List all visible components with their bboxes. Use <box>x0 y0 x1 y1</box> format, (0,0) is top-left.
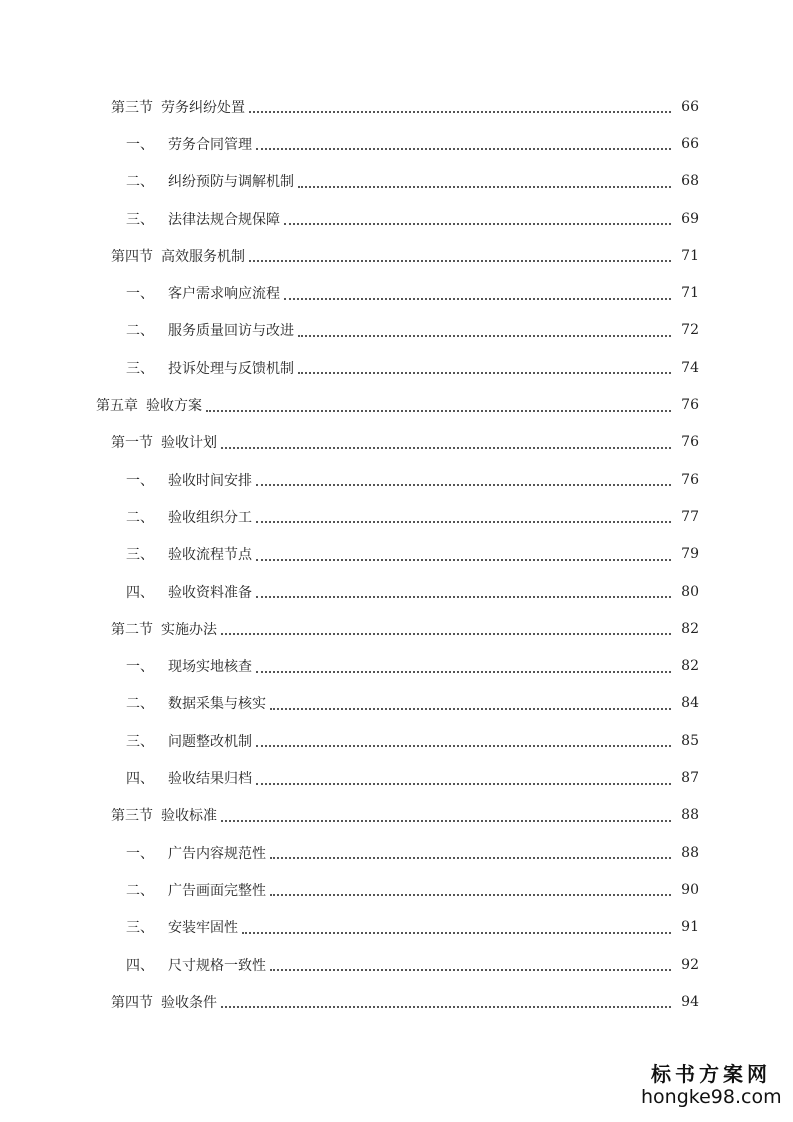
toc-entry-page-number: 76 <box>681 471 699 488</box>
toc-entry-title: 验收计划 <box>161 435 217 452</box>
toc-entry-page-number: 69 <box>681 210 699 227</box>
toc-entry-number: 四、 <box>126 957 154 974</box>
toc-entry-label <box>126 768 252 788</box>
toc-entry-title: 验收组织分工 <box>168 509 252 526</box>
toc-entry-label <box>126 544 252 564</box>
toc-entry[interactable] <box>0 759 793 796</box>
toc-entry[interactable] <box>0 648 793 685</box>
toc-entry-page-number: 66 <box>681 98 699 115</box>
toc-entry[interactable] <box>0 88 793 125</box>
toc-entry-number: 三、 <box>126 360 154 377</box>
dot-leader <box>256 744 671 747</box>
dot-leader <box>242 931 671 934</box>
toc-entry-number: 二、 <box>126 509 154 526</box>
toc-entry[interactable] <box>0 983 793 1020</box>
toc-entry-number: 一、 <box>126 472 154 489</box>
toc-entry[interactable] <box>0 722 793 759</box>
toc-entry-title: 实施办法 <box>161 621 217 638</box>
toc-entry-title: 劳务纠纷处置 <box>161 99 245 116</box>
site-logo <box>641 1062 781 1108</box>
dot-leader <box>256 558 671 561</box>
toc-entry-title: 劳务合同管理 <box>168 136 252 153</box>
dot-leader <box>270 707 671 710</box>
dot-leader <box>221 446 671 449</box>
toc-entry-label <box>111 246 245 266</box>
toc-entry-number: 第五章 <box>96 398 138 415</box>
toc-entry-label <box>111 97 245 117</box>
toc-entry-number: 四、 <box>126 584 154 601</box>
toc-entry-label <box>126 470 252 490</box>
toc-entry-label <box>126 283 280 303</box>
toc-entry-page-number: 91 <box>681 919 699 936</box>
toc-entry-page-number: 72 <box>681 322 699 339</box>
toc-entry-number: 二、 <box>126 174 154 191</box>
toc-entry-page-number: 79 <box>681 546 699 563</box>
toc-entry-page-number: 77 <box>681 508 699 525</box>
dot-leader <box>221 1005 671 1008</box>
toc-entry-title: 投诉处理与反馈机制 <box>168 360 294 377</box>
dot-leader <box>221 632 671 635</box>
toc-entry-title: 数据采集与核实 <box>168 696 266 713</box>
toc-entry[interactable] <box>0 536 793 573</box>
toc-entry-title: 客户需求响应流程 <box>168 286 280 303</box>
toc-entry-title: 尺寸规格一致性 <box>168 957 266 974</box>
toc-entry-number: 一、 <box>126 845 154 862</box>
dot-leader <box>256 670 671 673</box>
toc-entry[interactable] <box>0 797 793 834</box>
toc-entry-label <box>126 731 252 751</box>
toc-entry-page-number: 68 <box>681 173 699 190</box>
dot-leader <box>270 893 671 896</box>
logo-chinese-text: 标书方案网 <box>651 1062 771 1086</box>
dot-leader <box>284 222 671 225</box>
toc-entry-page-number: 71 <box>681 247 699 264</box>
toc-entry-page-number: 85 <box>681 732 699 749</box>
dot-leader <box>206 409 671 412</box>
dot-leader <box>256 782 671 785</box>
toc-entry-label <box>126 320 294 340</box>
toc-entry-number: 三、 <box>126 733 154 750</box>
logo-domain-text: hongke98.com <box>641 1086 782 1108</box>
toc-entry-page-number: 71 <box>681 285 699 302</box>
toc-entry-title: 法律法规合规保障 <box>168 211 280 228</box>
dot-leader <box>249 259 671 262</box>
toc-entry-title: 验收方案 <box>146 398 202 415</box>
toc-entry-label <box>111 432 217 452</box>
dot-leader <box>221 819 671 822</box>
toc-entry-label <box>126 582 252 602</box>
toc-entry[interactable] <box>0 909 793 946</box>
toc-entry-label <box>126 171 294 191</box>
toc-entry-title: 验收流程节点 <box>168 547 252 564</box>
toc-entry-number: 四、 <box>126 771 154 788</box>
toc-entry-label <box>126 917 238 937</box>
toc-entry-page-number: 94 <box>681 993 699 1010</box>
toc-entry-title: 现场实地核查 <box>168 659 252 676</box>
dot-leader <box>284 297 671 300</box>
dot-leader <box>256 595 671 598</box>
toc-entry-title: 高效服务机制 <box>161 248 245 265</box>
toc-entry-page-number: 76 <box>681 434 699 451</box>
toc-entry[interactable] <box>0 275 793 312</box>
toc-entry[interactable] <box>0 312 793 349</box>
toc-entry-number: 三、 <box>126 211 154 228</box>
toc-entry[interactable] <box>0 386 793 423</box>
toc-entry-title: 纠纷预防与调解机制 <box>168 174 294 191</box>
toc-entry-label <box>126 656 252 676</box>
toc-entry[interactable] <box>0 946 793 983</box>
toc-entry-label <box>111 805 217 825</box>
toc-entry-page-number: 90 <box>681 881 699 898</box>
toc-entry[interactable] <box>0 871 793 908</box>
dot-leader <box>270 856 671 859</box>
toc-entry-number: 第三节 <box>111 99 153 116</box>
toc-entry-label <box>126 507 252 527</box>
toc-entry-page-number: 88 <box>681 844 699 861</box>
toc-entry-label <box>111 992 217 1012</box>
toc-entry[interactable] <box>0 685 793 722</box>
toc-entry-title: 问题整改机制 <box>168 733 252 750</box>
toc-entry[interactable] <box>0 163 793 200</box>
toc-entry-number: 第四节 <box>111 248 153 265</box>
toc-entry-number: 三、 <box>126 547 154 564</box>
toc-entry-number: 一、 <box>126 286 154 303</box>
toc-entry-page-number: 88 <box>681 807 699 824</box>
toc-entry-number: 第一节 <box>111 435 153 452</box>
dot-leader <box>249 110 671 113</box>
dot-leader <box>256 520 671 523</box>
toc-entry-number: 一、 <box>126 136 154 153</box>
dot-leader <box>256 483 671 486</box>
toc-entry[interactable] <box>0 610 793 647</box>
toc-entry-page-number: 74 <box>681 359 699 376</box>
dot-leader <box>298 185 671 188</box>
toc-entry-title: 安装牢固性 <box>168 920 238 937</box>
toc-entry-title: 验收标准 <box>161 808 217 825</box>
toc-entry-number: 二、 <box>126 696 154 713</box>
toc-entry[interactable] <box>0 834 793 871</box>
toc-entry-label <box>126 880 266 900</box>
toc-entry-label <box>126 843 266 863</box>
toc-entry[interactable] <box>0 200 793 237</box>
toc-entry-number: 第四节 <box>111 994 153 1011</box>
dot-leader <box>298 371 671 374</box>
toc-entry-page-number: 82 <box>681 658 699 675</box>
toc-entry[interactable] <box>0 573 793 610</box>
toc-entry[interactable] <box>0 498 793 535</box>
toc-entry-label <box>126 358 294 378</box>
toc-entry-label <box>126 209 280 229</box>
toc-entry-title: 广告画面完整性 <box>168 882 266 899</box>
toc-entry-page-number: 87 <box>681 770 699 787</box>
toc-entry-label <box>126 955 266 975</box>
toc-entry-number: 三、 <box>126 920 154 937</box>
toc-entry-page-number: 82 <box>681 620 699 637</box>
toc-entry-title: 验收时间安排 <box>168 472 252 489</box>
dot-leader <box>298 334 671 337</box>
toc-entry-label <box>126 134 252 154</box>
toc-entry-title: 广告内容规范性 <box>168 845 266 862</box>
toc-entry-label <box>111 619 217 639</box>
toc-entry-page-number: 76 <box>681 397 699 414</box>
toc-entry-page-number: 84 <box>681 695 699 712</box>
toc-entry[interactable] <box>0 125 793 162</box>
toc-entry-page-number: 80 <box>681 583 699 600</box>
toc-entry-title: 验收条件 <box>161 994 217 1011</box>
dot-leader <box>270 968 671 971</box>
toc-entry-page-number: 92 <box>681 956 699 973</box>
toc-entry-title: 服务质量回访与改进 <box>168 323 294 340</box>
toc-entry-number: 二、 <box>126 323 154 340</box>
toc-entry-label <box>126 693 266 713</box>
dot-leader <box>256 147 671 150</box>
toc-entry[interactable] <box>0 424 793 461</box>
toc-entry-number: 第二节 <box>111 621 153 638</box>
toc-entry-label <box>96 395 202 415</box>
toc-entry-title: 验收资料准备 <box>168 584 252 601</box>
toc-entry[interactable] <box>0 237 793 274</box>
toc-entry[interactable] <box>0 349 793 386</box>
toc-entry-title: 验收结果归档 <box>168 771 252 788</box>
toc-entry-number: 一、 <box>126 659 154 676</box>
toc-entry-number: 二、 <box>126 882 154 899</box>
toc-entry-number: 第三节 <box>111 808 153 825</box>
toc-entry[interactable] <box>0 461 793 498</box>
toc-entry-page-number: 66 <box>681 135 699 152</box>
